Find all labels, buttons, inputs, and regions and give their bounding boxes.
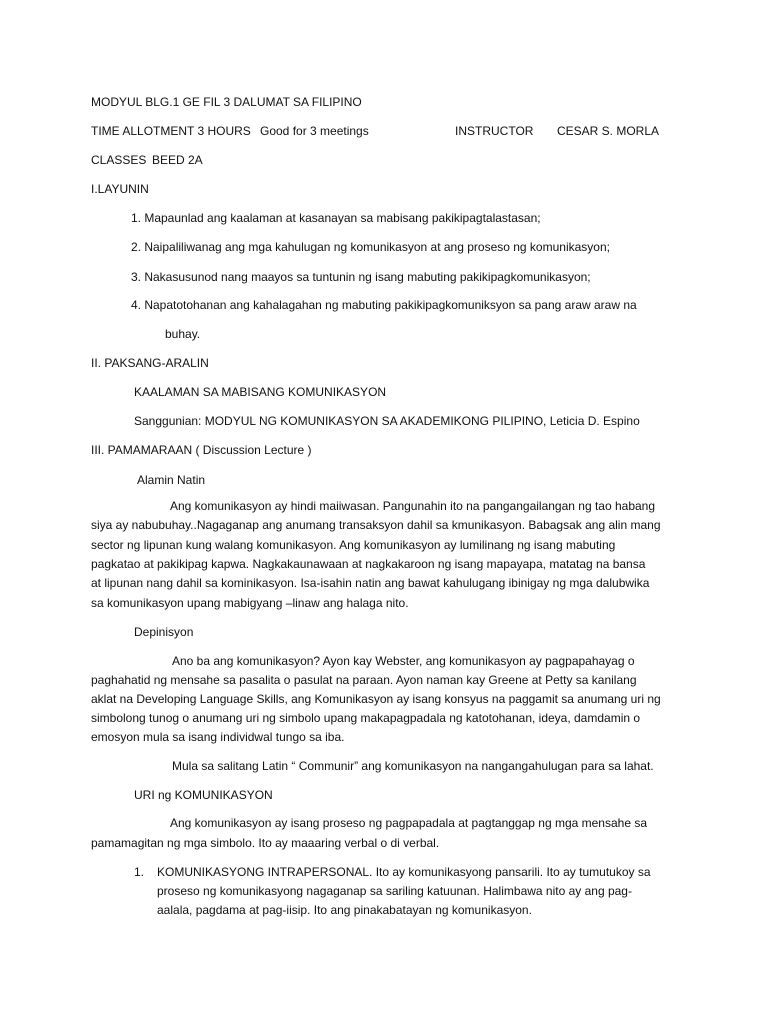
section-heading-paksa: II. PAKSANG-ARALIN xyxy=(91,356,209,370)
paragraph-line: at lipunan nang dahil sa kominikasyon. Isa-isahin natin ang bawat kahulugang ibinigay ng mga dalubwika xyxy=(91,576,650,590)
section-heading-pamamaraan: III. PAMAMARAAN ( Discussion Lecture ) xyxy=(91,443,312,457)
paragraph-line: Ang komunikasyon ay hindi maiiwasan. Pangunahin ito na pangangailangan ng tao habang xyxy=(170,499,656,513)
objective-item: 2. Naipaliliwanag ang mga kahulugan ng komunikasyon at ang proseso ng komunikasyon; xyxy=(131,240,610,254)
paragraph-line: Ang komunikasyon ay isang proseso ng pagpapadala at pagtanggap ng mga mensahe sa xyxy=(170,816,648,830)
objective-item-continued: buhay. xyxy=(165,327,201,341)
objective-item: 3. Nakasusunod nang maayos sa tuntunin ng isang mabuting pakikipagkomunikasyon; xyxy=(131,270,591,284)
list-item-line: aalala, pagdama at pag-iisip. Ito ang pinakabatayan ng komunikasyon. xyxy=(157,903,532,917)
section-heading-layunin: I.LAYUNIN xyxy=(91,182,149,196)
list-item-line: KOMUNIKASYONG INTRAPERSONAL. Ito ay komunikasyong pansarili. Ito ay tumutukoy sa xyxy=(157,865,651,879)
paragraph-line: sector ng lipunan kung walang komunikasyon. Ang komunikasyon ay lumilinang ng isang mabuting xyxy=(91,538,616,552)
paragraph-line: aklat na Developing Language Skills, ang Komunikasyon ay isang konsyus na paggamit sa anumang uri ng xyxy=(91,692,661,706)
latin-origin-line: Mula sa salitang Latin “ Communir” ang komunikasyon na nangangahulugan para sa lahat. xyxy=(172,759,654,773)
topic-title: KAALAMAN SA MABISANG KOMUNIKASYON xyxy=(134,385,387,399)
paragraph-line: pagkatao at pakikipag kapwa. Nagkakaunawaan at nagkakaroon ng isang mapayapa, matatag na bansa xyxy=(91,557,646,571)
list-number: 1. xyxy=(134,865,145,879)
subheading-alamin: Alamin Natin xyxy=(137,473,206,487)
subheading-depinisyon: Depinisyon xyxy=(134,625,194,639)
paragraph-line: paghahatid ng mensahe sa pasalita o pasulat na paraan. Ayon naman kay Greene at Petty sa kanilang xyxy=(91,673,637,687)
instructor-label: INSTRUCTOR xyxy=(455,124,534,138)
paragraph-line: siya ay nabubuhay..Nagaganap ang anumang transaksyon dahil sa kmunikasyon. Babagsak ang alin mang xyxy=(91,518,661,532)
reference-source: Sanggunian: MODYUL NG KOMUNIKASYON SA AKADEMIKONG PILIPINO, Leticia D. Espino xyxy=(134,414,640,428)
instructor-name: CESAR S. MORLA xyxy=(557,124,660,138)
classes-value: BEED 2A xyxy=(152,153,203,167)
paragraph-line: emosyon mula sa isang individwal tungo sa iba. xyxy=(91,730,345,744)
list-item-line: proseso ng komunikasyong nagaganap sa sariling katuunan. Halimbawa nito ay ang pag- xyxy=(157,884,632,898)
subheading-uri: URI ng KOMUNIKASYON xyxy=(134,788,273,802)
objective-item: 1. Mapaunlad ang kaalaman at kasanayan sa mabisang pakikipagtalastasan; xyxy=(131,211,541,225)
module-title: MODYUL BLG.1 GE FIL 3 DALUMAT SA FILIPINO xyxy=(91,95,362,109)
objective-item: 4. Napatotohanan ang kahalagahan ng mabuting pakikipagkomuniksyon sa pang araw araw na xyxy=(131,298,637,312)
classes-label: CLASSES xyxy=(91,153,147,167)
paragraph-line: simbolong tunog o anumang uri ng simbolo upang makapagpadala ng katotohanan, ideya, damdamin o xyxy=(91,711,641,725)
time-allotment: TIME ALLOTMENT 3 HOURS xyxy=(91,124,251,138)
paragraph-line: Ano ba ang komunikasyon? Ayon kay Webster, ang komunikasyon ay pagpapahayag o xyxy=(172,654,635,668)
meetings-note: Good for 3 meetings xyxy=(260,124,369,138)
paragraph-line: pamamagitan ng mga simbolo. Ito ay maaaring verbal o di verbal. xyxy=(91,836,440,850)
paragraph-line: sa komunikasyon upang mabigyang –linaw ang halaga nito. xyxy=(91,596,409,610)
